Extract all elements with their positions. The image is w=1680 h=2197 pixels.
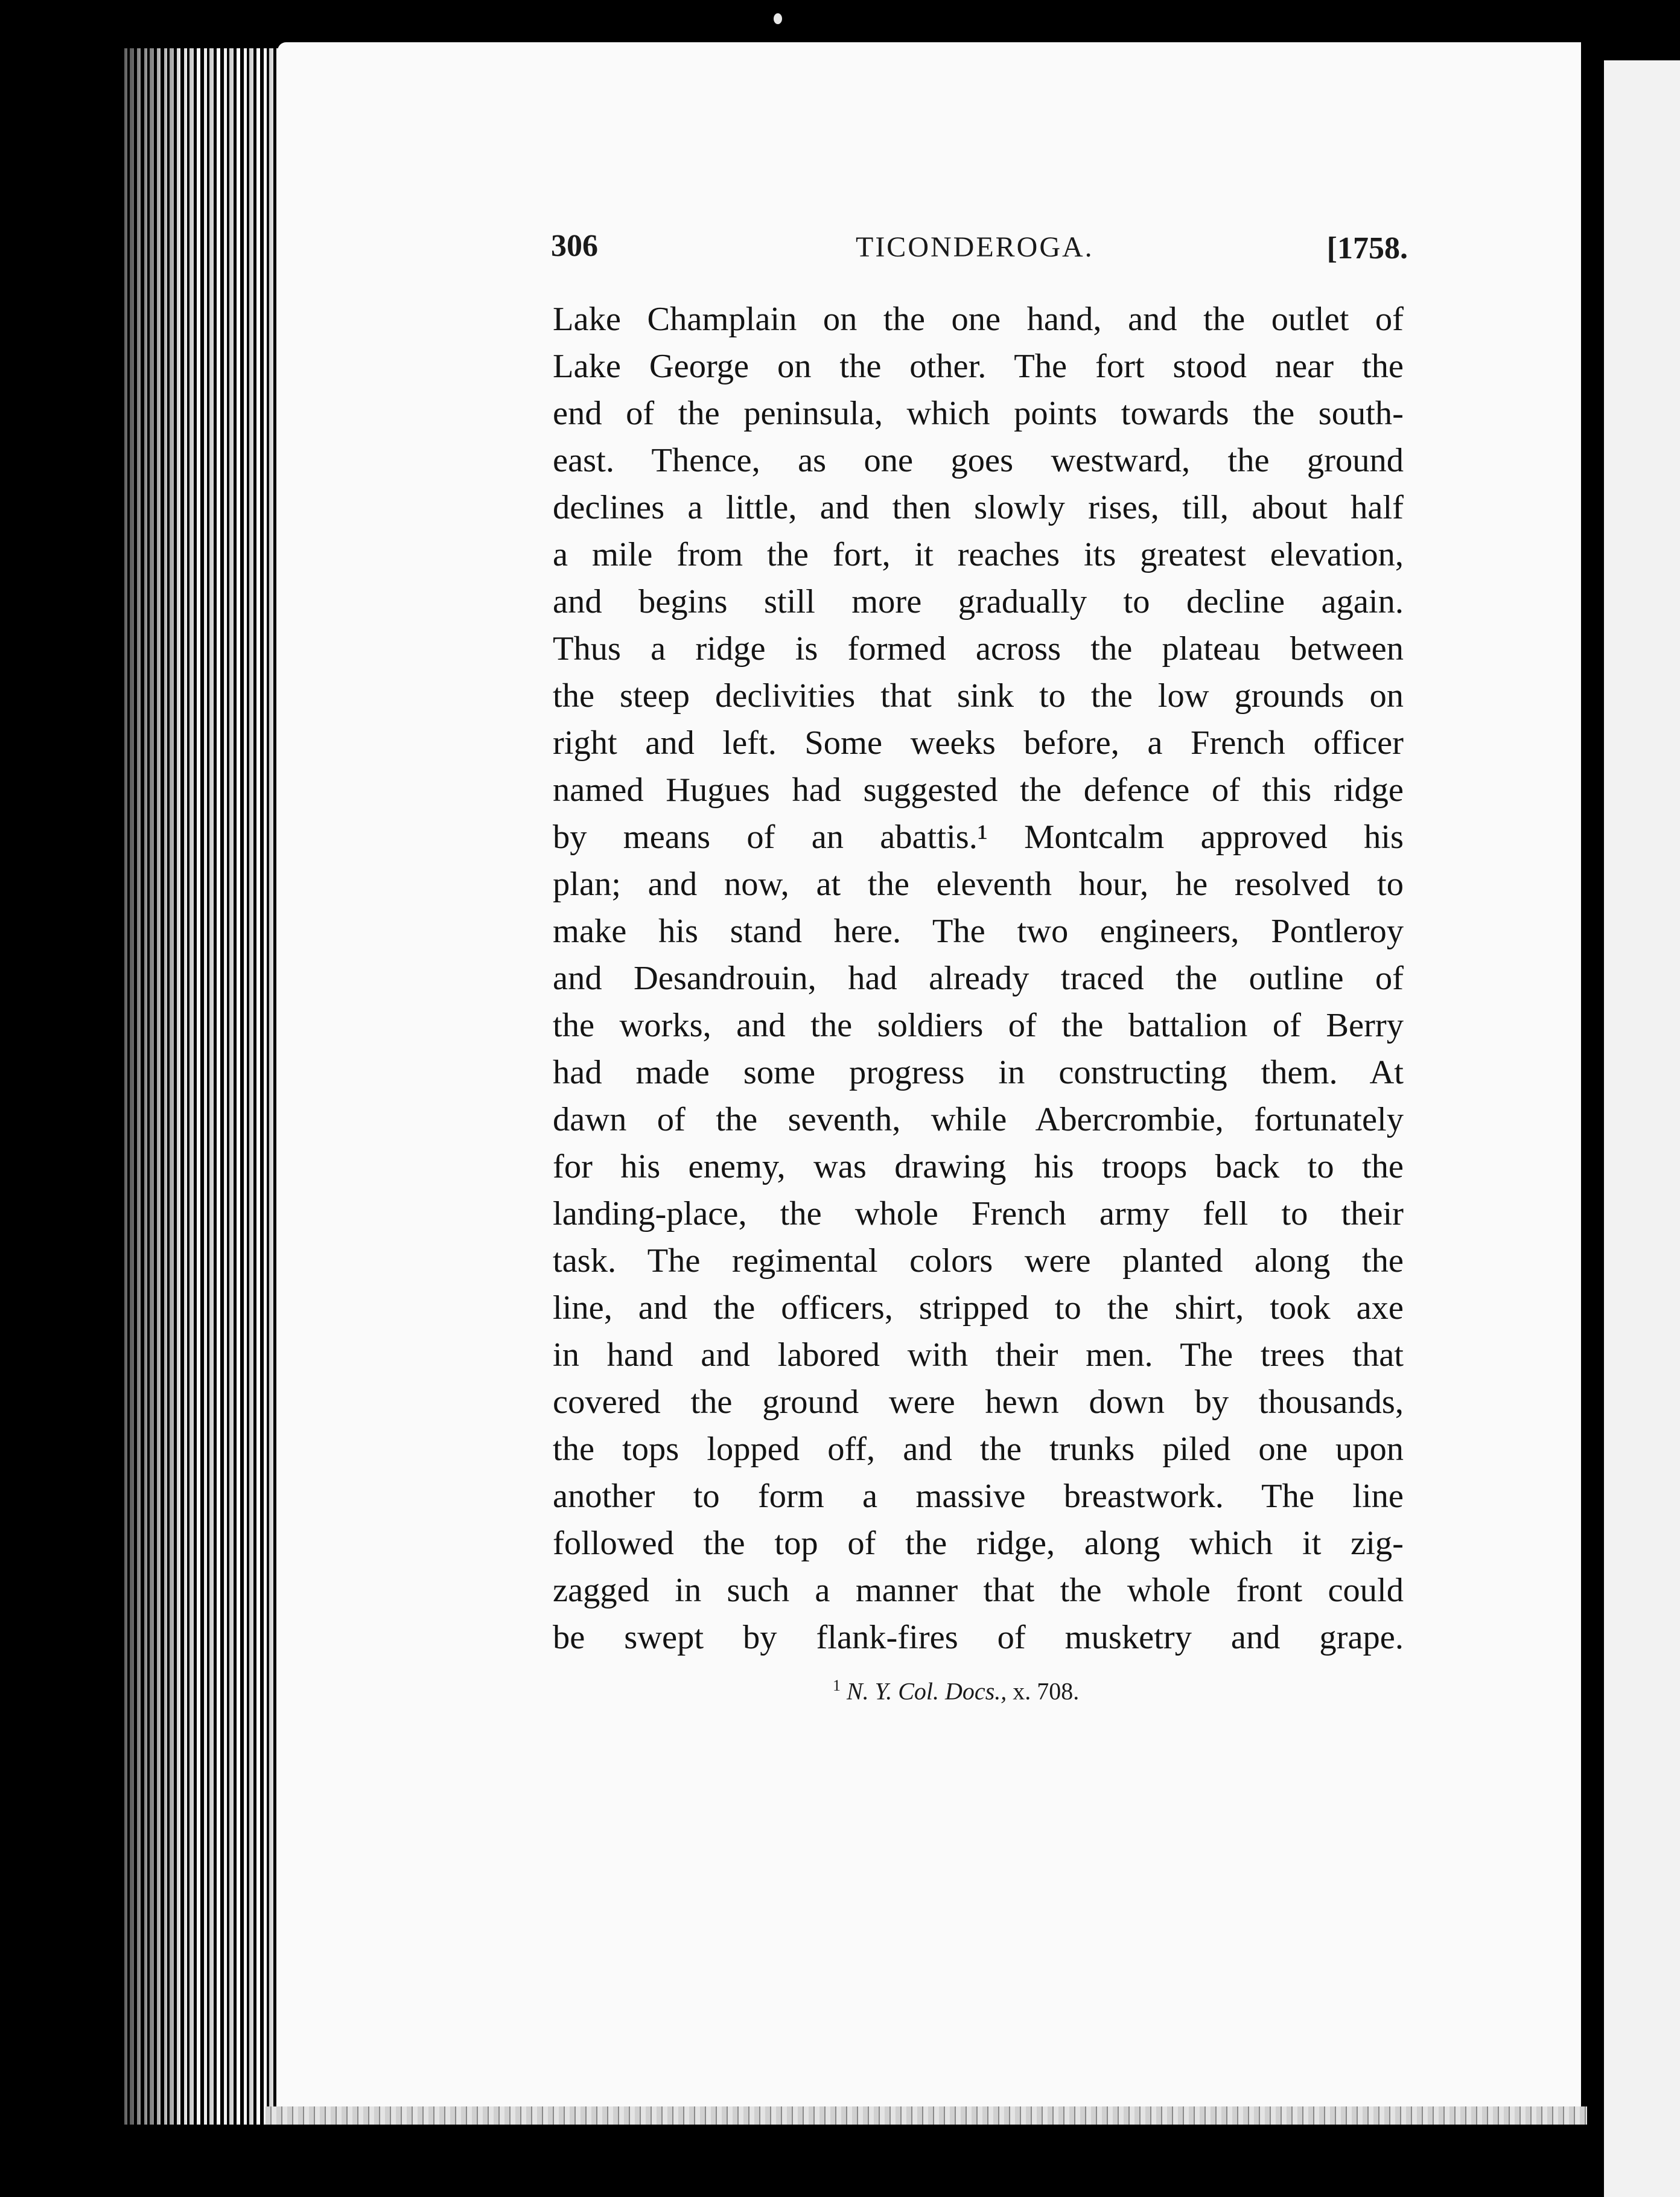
text-line: dawn of the seventh, while Abercrombie, fortunately bbox=[553, 1101, 1404, 1138]
text-line: by means of an abattis.¹ Montcalm approved his bbox=[553, 818, 1404, 856]
text-line: make his stand here. The two engineers, Pontleroy bbox=[553, 913, 1404, 950]
body-text bbox=[553, 296, 1404, 1661]
text-line: and Desandrouin, had already traced the outline of bbox=[553, 960, 1404, 997]
text-line: zagged in such a manner that the whole front could bbox=[553, 1572, 1404, 1609]
book-fore-edge bbox=[121, 48, 296, 2125]
running-year: [1758. bbox=[1326, 231, 1408, 266]
text-line: be swept by flank-fires of musketry and grape. bbox=[553, 1619, 1404, 1656]
text-line: covered the ground were hewn down by thousands, bbox=[553, 1383, 1404, 1421]
text-line: in hand and labored with their men. The trees that bbox=[553, 1336, 1404, 1374]
footnote-source: N. Y. Col. Docs., bbox=[847, 1677, 1007, 1705]
running-head bbox=[551, 228, 1408, 270]
text-line: east. Thence, as one goes westward, the ground bbox=[553, 442, 1404, 479]
footnote bbox=[833, 1677, 1079, 1705]
text-line: the steep declivities that sink to the low grounds on bbox=[553, 677, 1404, 715]
text-line: Lake George on the other. The fort stood near the bbox=[553, 348, 1404, 385]
text-line: and begins still more gradually to decline again. bbox=[553, 583, 1404, 620]
footnote-reference: x. 708. bbox=[1007, 1677, 1080, 1705]
facing-page-edge bbox=[1591, 60, 1680, 2197]
page-bottom-edge bbox=[266, 2106, 1587, 2125]
text-line: Lake Champlain on the one hand, and the outlet of bbox=[553, 301, 1404, 338]
footnote-marker: 1 bbox=[833, 1677, 841, 1694]
text-line: task. The regimental colors were planted along the bbox=[553, 1242, 1404, 1280]
scan-speck bbox=[774, 13, 782, 24]
text-line: named Hugues had suggested the defence of this ridge bbox=[553, 771, 1404, 809]
text-line: another to form a massive breastwork. The line bbox=[553, 1478, 1404, 1515]
page-number: 306 bbox=[551, 229, 598, 263]
text-line: the works, and the soldiers of the battalion of Berry bbox=[553, 1007, 1404, 1044]
text-line: right and left. Some weeks before, a French officer bbox=[553, 724, 1404, 762]
text-line: plan; and now, at the eleventh hour, he resolved to bbox=[553, 866, 1404, 903]
text-line: had made some progress in constructing them. At bbox=[553, 1054, 1404, 1091]
text-line: landing-place, the whole French army fell to their bbox=[553, 1195, 1404, 1232]
text-line: end of the peninsula, which points towards the south- bbox=[553, 395, 1404, 432]
text-line: line, and the officers, stripped to the shirt, took axe bbox=[553, 1289, 1404, 1327]
text-line: the tops lopped off, and the trunks piled one upon bbox=[553, 1430, 1404, 1468]
text-line: for his enemy, was drawing his troops back to the bbox=[553, 1148, 1404, 1185]
text-line: a mile from the fort, it reaches its greatest elevation, bbox=[553, 536, 1404, 573]
text-line: followed the top of the ridge, along which it zig- bbox=[553, 1525, 1404, 1562]
text-line: declines a little, and then slowly rises, till, about half bbox=[553, 489, 1404, 526]
running-title: TICONDEROGA. bbox=[856, 231, 1094, 263]
text-line: Thus a ridge is formed across the plateau between bbox=[553, 630, 1404, 668]
